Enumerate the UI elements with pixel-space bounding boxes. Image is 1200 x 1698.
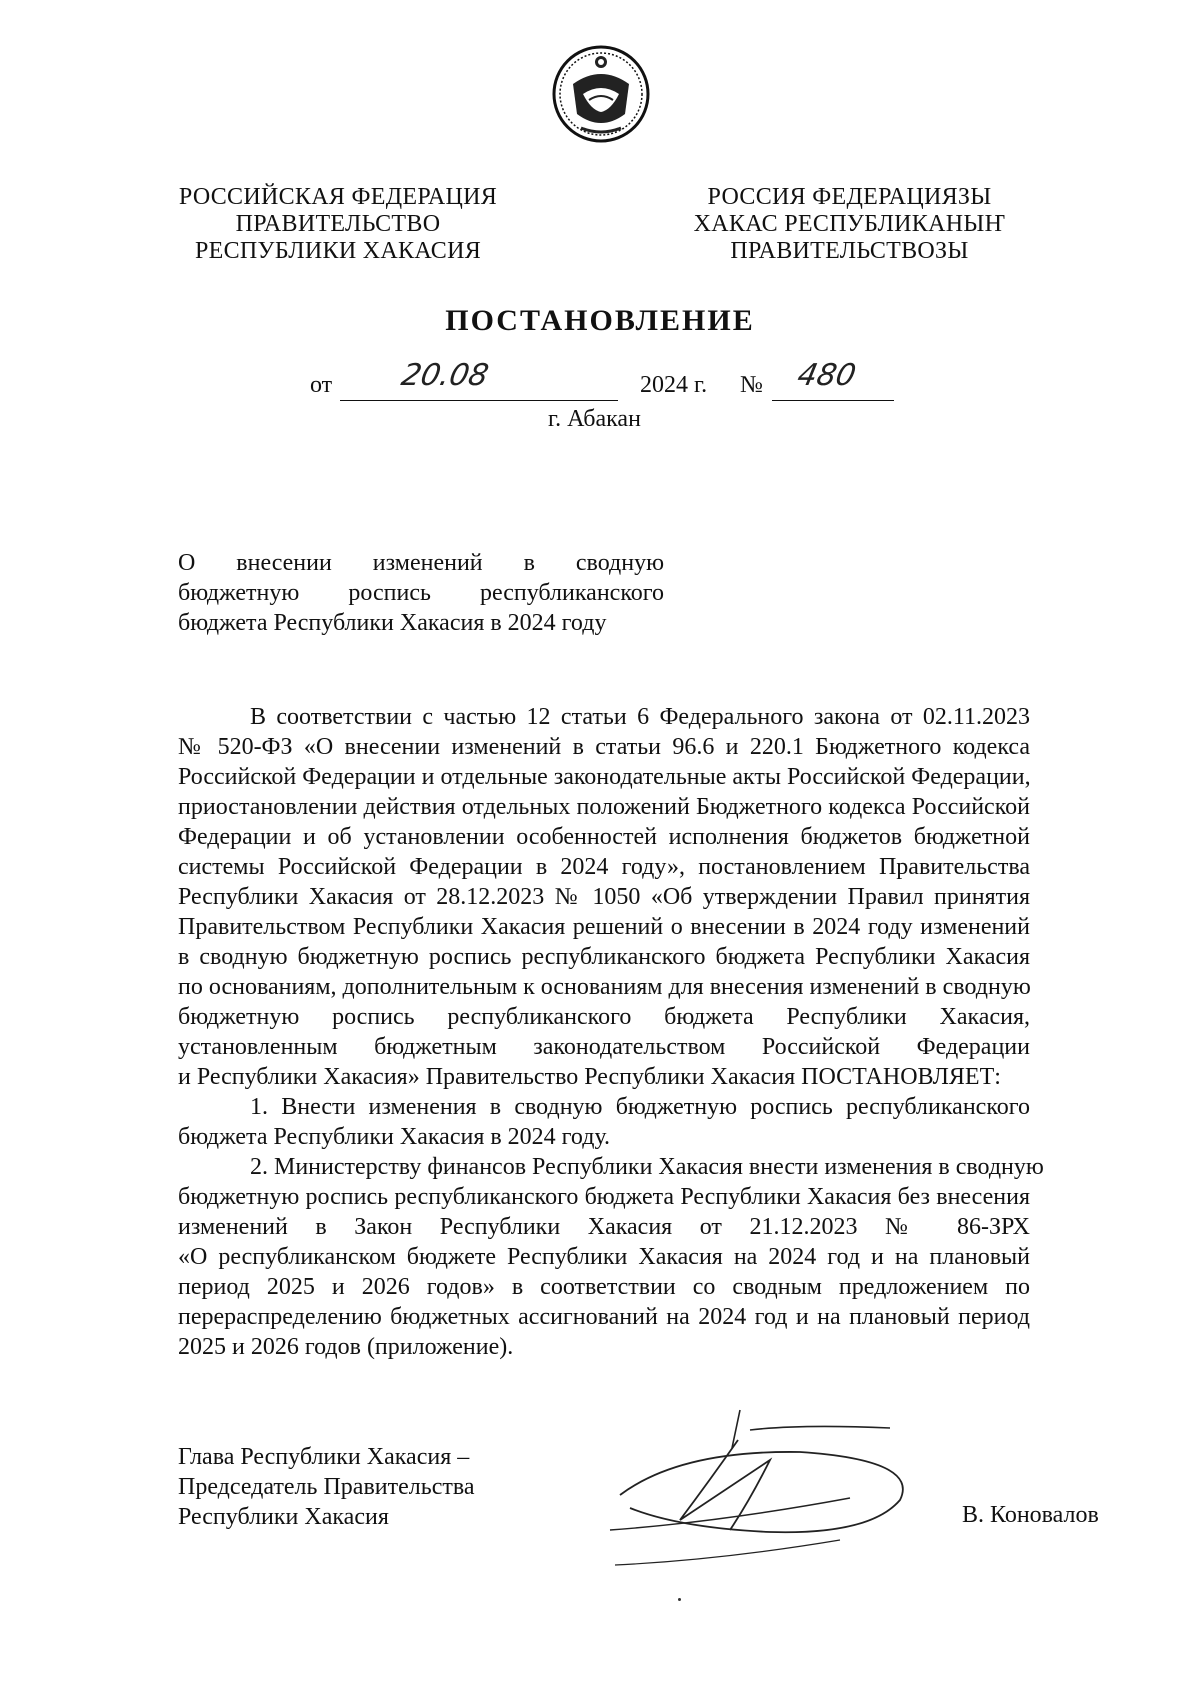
signatory-title-line: Председатель Правительства	[178, 1474, 475, 1500]
coat-of-arms-icon	[551, 44, 651, 144]
stray-mark	[678, 1598, 681, 1601]
header-left-line-3: РЕСПУБЛИКИ ХАКАСИЯ	[194, 238, 482, 264]
number-prefix: №	[740, 372, 763, 398]
signatory-title-line: Республики Хакасия	[178, 1504, 389, 1530]
year-label: 2024 г.	[640, 372, 708, 398]
item-2-line: период 2025 и 2026 годов» в соответствии со сводным предложением по	[178, 1274, 1030, 1300]
header-right-line-2: ХАКАС РЕСПУБЛИКАНЫҤ	[693, 211, 1006, 237]
city-label: г. Абакан	[548, 406, 641, 432]
subject-line: бюджета Республики Хакасия в 2024 году	[178, 610, 607, 636]
signatory-title	[178, 1442, 475, 1532]
body-line: № 520-ФЗ «О внесении изменений в статьи 96.6 и 220.1 Бюджетного кодекса	[178, 734, 1030, 760]
header-khakas	[672, 184, 1027, 265]
item-1-line: 1. Внести изменения в сводную бюджетную роспись республиканского	[250, 1094, 1030, 1120]
date-number-line	[310, 358, 900, 408]
header-right-line-1: РОССИЯ ФЕДЕРАЦИЯЗЫ	[707, 184, 992, 210]
body-line: Российской Федерации и отдельные законодательные акты Российской Федерации,	[178, 764, 1031, 790]
document-subject	[178, 548, 664, 638]
body-line: системы Российской Федерации в 2024 году», постановлением Правительства	[178, 854, 1030, 880]
number-underline	[772, 400, 894, 401]
handwritten-number: 480	[794, 358, 859, 393]
date-underline	[340, 400, 618, 401]
subject-line: бюджетную роспись республиканского	[178, 580, 664, 606]
body-line: Республики Хакасия от 28.12.2023 № 1050 «Об утверждении Правил принятия	[178, 884, 1030, 910]
body-line: В соответствии с частью 12 статьи 6 Федерального закона от 02.11.2023	[250, 704, 1030, 730]
header-russian	[168, 184, 508, 265]
item-2-line: перераспределению бюджетных ассигнований на 2024 год и на плановый период	[178, 1304, 1030, 1330]
body-line: по основаниям, дополнительным к основаниям для внесения изменений в сводную	[178, 974, 1031, 1000]
handwritten-signature-icon	[600, 1400, 940, 1570]
body-line: в сводную бюджетную роспись республиканского бюджета Республики Хакасия	[178, 944, 1030, 970]
item-2-line: 2025 и 2026 годов (приложение).	[178, 1334, 514, 1360]
header-left-line-2: ПРАВИТЕЛЬСТВО	[235, 211, 441, 237]
body-line: установленным бюджетным законодательством Российской Федерации	[178, 1034, 1030, 1060]
item-2-line: 2. Министерству финансов Республики Хакасия внести изменения в сводную	[250, 1154, 1044, 1180]
subject-line: О внесении изменений в сводную	[178, 550, 664, 576]
item-2-line: «О республиканском бюджете Республики Хакасия на 2024 год и на плановый	[178, 1244, 1030, 1270]
body-line: бюджетную роспись республиканского бюджета Республики Хакасия,	[178, 1004, 1030, 1030]
signatory-title-line: Глава Республики Хакасия –	[178, 1444, 470, 1470]
header-right-line-3: ПРАВИТЕЛЬСТВОЗЫ	[730, 238, 969, 264]
body-line: Правительством Республики Хакасия решений о внесении в 2024 году изменений	[178, 914, 1030, 940]
signatory-name: В. Коновалов	[962, 1502, 1099, 1528]
item-2-line: бюджетную роспись республиканского бюджета Республики Хакасия без внесения	[178, 1184, 1030, 1210]
item-2-line: изменений в Закон Республики Хакасия от 21.12.2023 № 86-ЗРХ	[178, 1214, 1030, 1240]
document-body	[178, 702, 1044, 1362]
item-1-line: бюджета Республики Хакасия в 2024 году.	[178, 1124, 611, 1150]
document-type-title: ПОСТАНОВЛЕНИЕ	[445, 304, 755, 337]
date-prefix: от	[310, 372, 333, 398]
body-line: и Республики Хакасия» Правительство Республики Хакасия ПОСТАНОВЛЯЕТ:	[178, 1064, 1001, 1090]
handwritten-date: 20.08	[398, 358, 492, 393]
body-line: Федерации и об установлении особенностей исполнения бюджетов бюджетной	[178, 824, 1030, 850]
body-line: приостановлении действия отдельных положений Бюджетного кодекса Российской	[178, 794, 1030, 820]
header-left-line-1: РОССИЙСКАЯ ФЕДЕРАЦИЯ	[178, 184, 498, 210]
